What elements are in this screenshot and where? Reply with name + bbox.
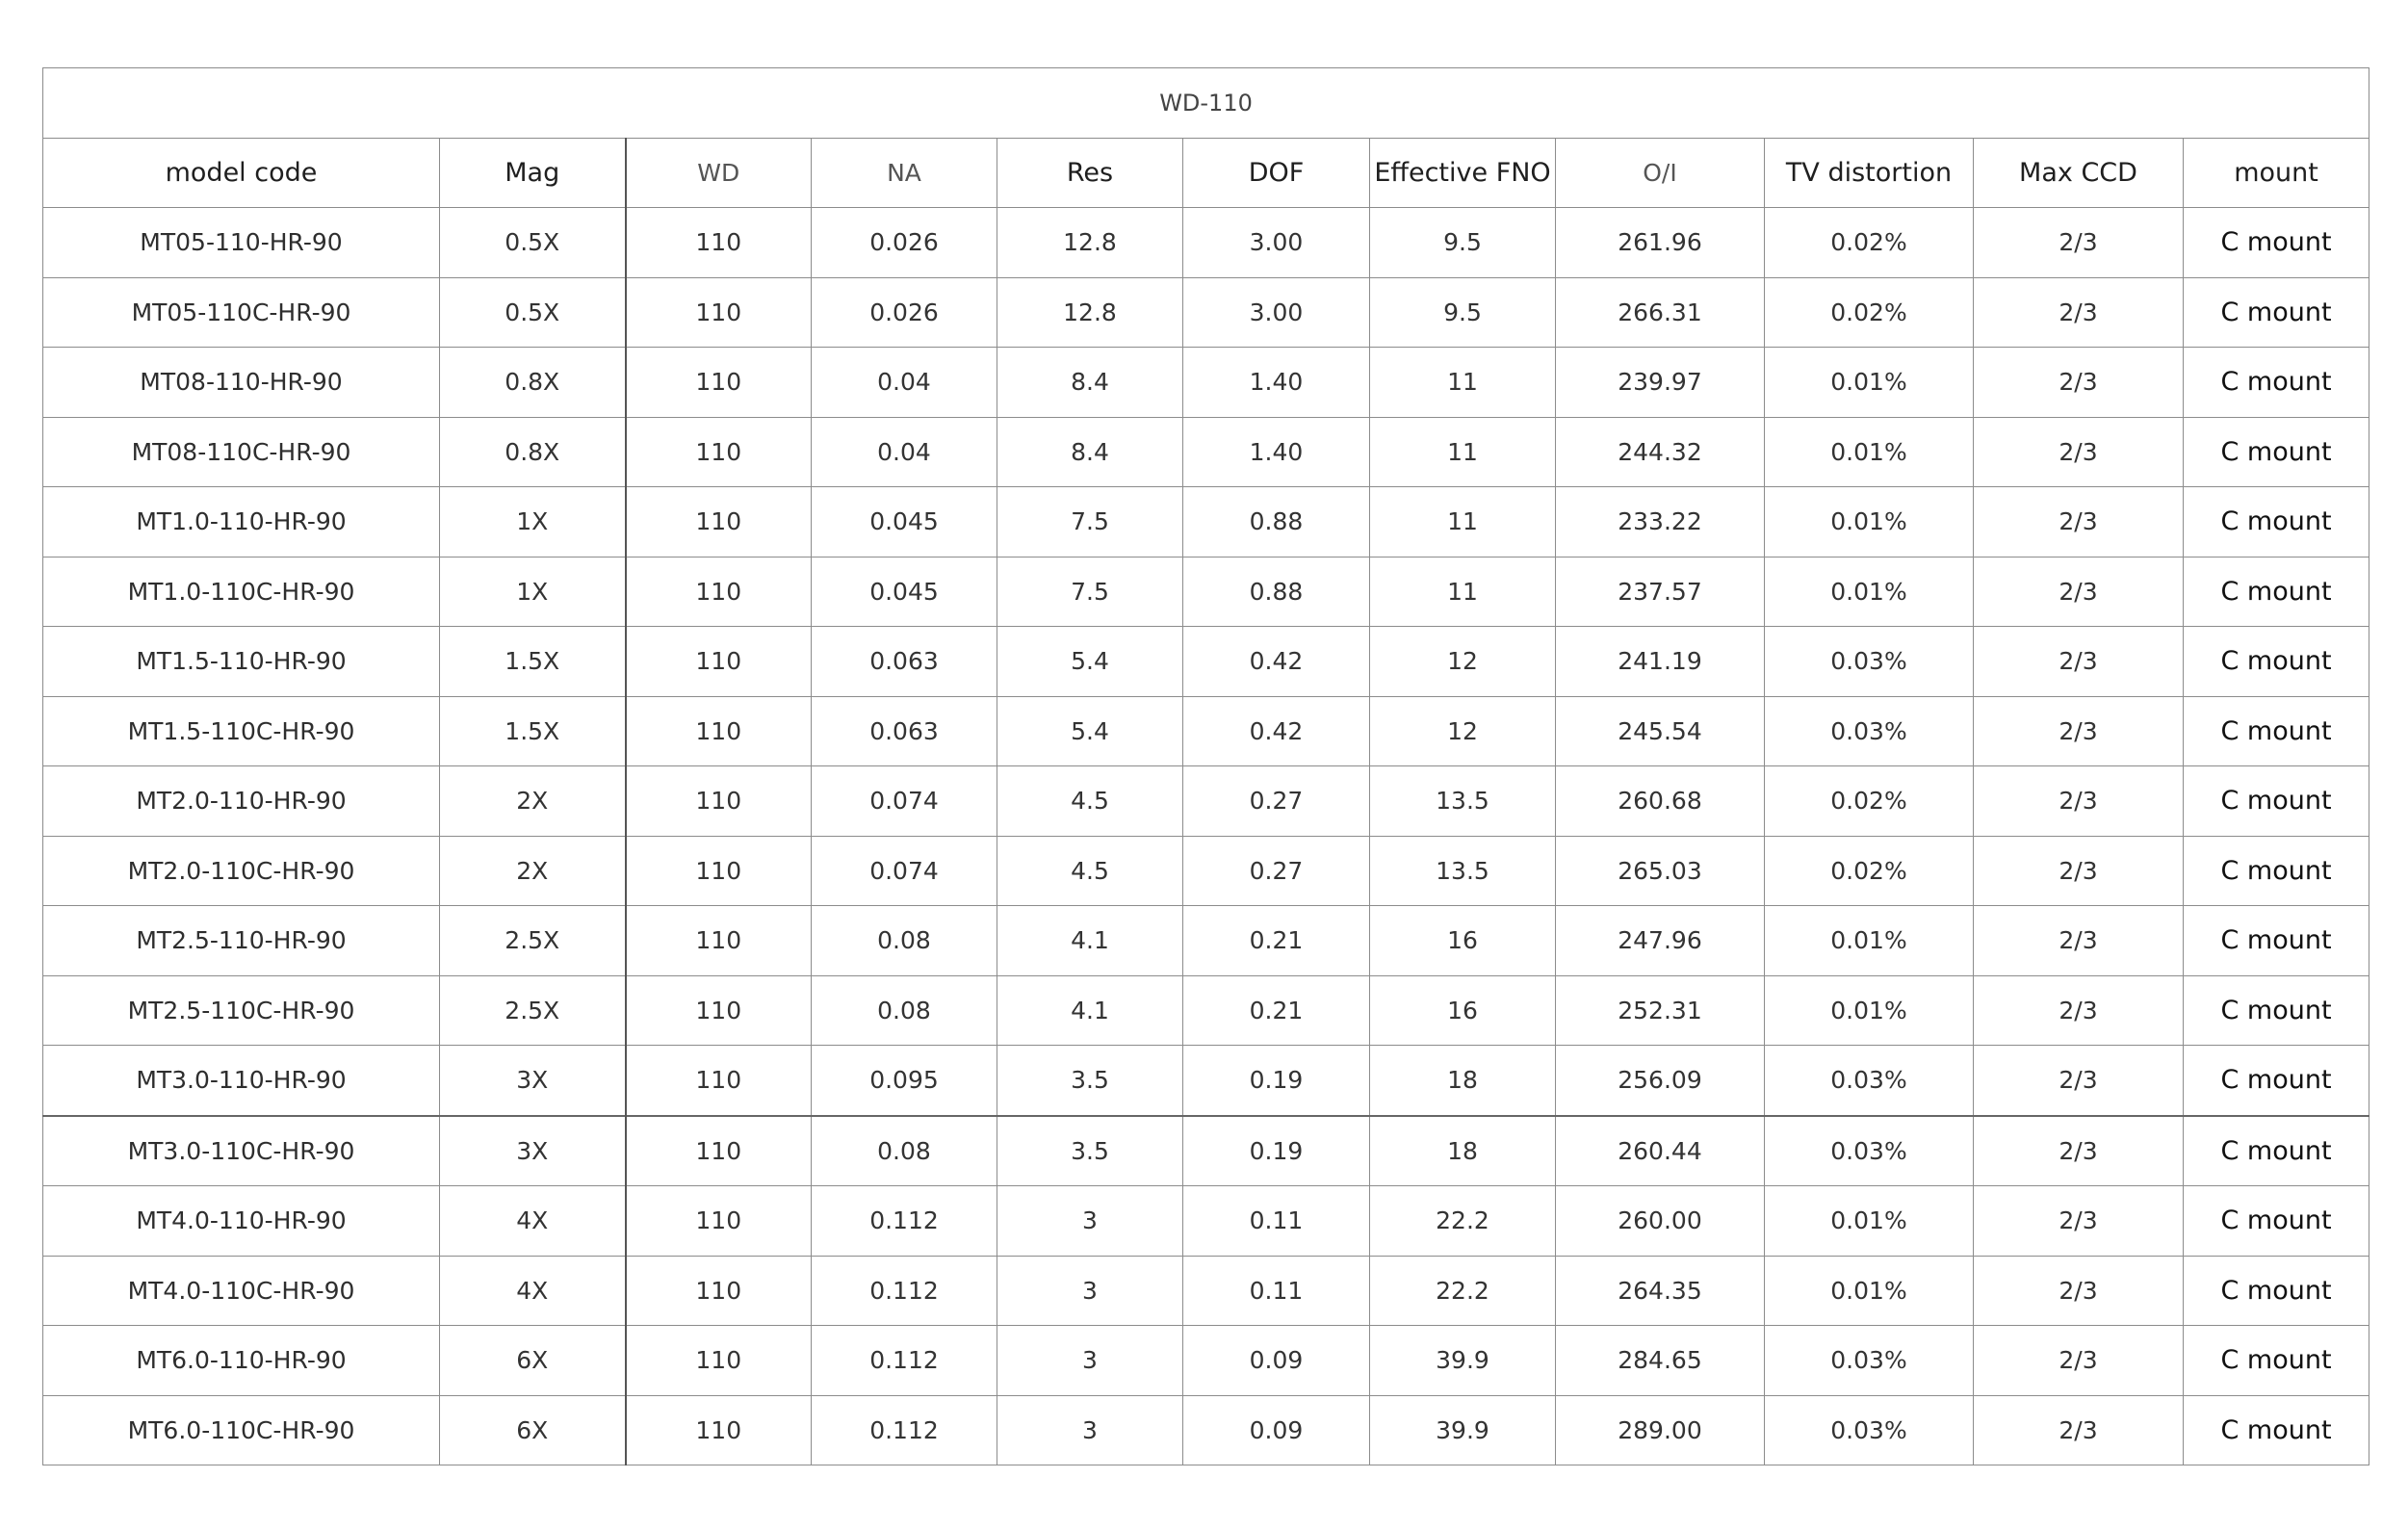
table-row [43,348,2369,418]
cell-res: 3 [997,1256,1183,1326]
cell-oi: 244.32 [1556,417,1765,487]
cell-res: 4.1 [997,906,1183,976]
cell-dof: 0.27 [1183,766,1370,837]
cell-na: 0.074 [812,766,997,837]
cell-tv-distortion: 0.03% [1765,1116,1974,1186]
cell-wd: 110 [626,906,812,976]
cell-dof: 0.09 [1183,1395,1370,1465]
cell-model-code: MT3.0-110C-HR-90 [43,1116,440,1186]
cell-wd: 110 [626,1046,812,1116]
cell-mount: C mount [2184,1395,2369,1465]
cell-tv-distortion: 0.01% [1765,348,1974,418]
header-mount: mount [2184,138,2369,208]
cell-res: 3.5 [997,1116,1183,1186]
table-row [43,627,2369,697]
table-row [43,1116,2369,1186]
cell-effective-fno: 11 [1370,417,1556,487]
cell-dof: 0.42 [1183,696,1370,766]
cell-mag: 0.8X [440,348,626,418]
cell-na: 0.063 [812,627,997,697]
cell-effective-fno: 16 [1370,906,1556,976]
cell-max-ccd: 2/3 [1974,975,2184,1046]
cell-max-ccd: 2/3 [1974,1186,2184,1257]
cell-wd: 110 [626,836,812,906]
table-row [43,1326,2369,1396]
cell-dof: 0.88 [1183,487,1370,558]
cell-res: 4.5 [997,836,1183,906]
cell-mount: C mount [2184,1186,2369,1257]
header-max-ccd: Max CCD [1974,138,2184,208]
cell-model-code: MT6.0-110C-HR-90 [43,1395,440,1465]
cell-dof: 1.40 [1183,348,1370,418]
cell-max-ccd: 2/3 [1974,557,2184,627]
cell-max-ccd: 2/3 [1974,348,2184,418]
cell-effective-fno: 16 [1370,975,1556,1046]
cell-na: 0.063 [812,696,997,766]
cell-tv-distortion: 0.02% [1765,208,1974,278]
cell-tv-distortion: 0.03% [1765,627,1974,697]
cell-effective-fno: 13.5 [1370,766,1556,837]
cell-oi: 247.96 [1556,906,1765,976]
cell-mag: 4X [440,1186,626,1257]
cell-res: 8.4 [997,417,1183,487]
cell-effective-fno: 22.2 [1370,1256,1556,1326]
cell-res: 5.4 [997,696,1183,766]
cell-oi: 266.31 [1556,277,1765,348]
cell-max-ccd: 2/3 [1974,277,2184,348]
cell-res: 4.5 [997,766,1183,837]
cell-wd: 110 [626,1186,812,1257]
cell-mag: 6X [440,1395,626,1465]
cell-oi: 260.00 [1556,1186,1765,1257]
cell-effective-fno: 39.9 [1370,1326,1556,1396]
cell-dof: 0.19 [1183,1116,1370,1186]
cell-tv-distortion: 0.01% [1765,975,1974,1046]
cell-mount: C mount [2184,906,2369,976]
cell-max-ccd: 2/3 [1974,208,2184,278]
cell-na: 0.08 [812,975,997,1046]
cell-wd: 110 [626,1256,812,1326]
header-na: NA [812,138,997,208]
header-dof: DOF [1183,138,1370,208]
cell-effective-fno: 11 [1370,348,1556,418]
cell-wd: 110 [626,975,812,1046]
cell-res: 3.5 [997,1046,1183,1116]
cell-oi: 241.19 [1556,627,1765,697]
cell-model-code: MT1.5-110-HR-90 [43,627,440,697]
table-row [43,1256,2369,1326]
cell-dof: 1.40 [1183,417,1370,487]
header-mag: Mag [440,138,626,208]
cell-effective-fno: 11 [1370,487,1556,558]
cell-mag: 1.5X [440,627,626,697]
cell-model-code: MT05-110-HR-90 [43,208,440,278]
cell-model-code: MT2.0-110C-HR-90 [43,836,440,906]
table-header-row [43,138,2369,208]
cell-effective-fno: 18 [1370,1116,1556,1186]
cell-dof: 0.27 [1183,836,1370,906]
table-row [43,766,2369,837]
cell-wd: 110 [626,557,812,627]
cell-model-code: MT08-110-HR-90 [43,348,440,418]
cell-mount: C mount [2184,348,2369,418]
table-row [43,836,2369,906]
cell-wd: 110 [626,1395,812,1465]
cell-tv-distortion: 0.01% [1765,417,1974,487]
cell-oi: 265.03 [1556,836,1765,906]
cell-max-ccd: 2/3 [1974,696,2184,766]
cell-oi: 260.44 [1556,1116,1765,1186]
cell-na: 0.112 [812,1256,997,1326]
cell-model-code: MT05-110C-HR-90 [43,277,440,348]
cell-na: 0.08 [812,1116,997,1186]
cell-tv-distortion: 0.03% [1765,1326,1974,1396]
header-oi: O/I [1556,138,1765,208]
cell-na: 0.112 [812,1395,997,1465]
cell-model-code: MT3.0-110-HR-90 [43,1046,440,1116]
cell-mag: 2X [440,766,626,837]
cell-mount: C mount [2184,417,2369,487]
cell-oi: 237.57 [1556,557,1765,627]
cell-effective-fno: 12 [1370,696,1556,766]
cell-mag: 0.8X [440,417,626,487]
cell-dof: 3.00 [1183,277,1370,348]
table-row [43,557,2369,627]
cell-na: 0.095 [812,1046,997,1116]
cell-oi: 264.35 [1556,1256,1765,1326]
cell-oi: 245.54 [1556,696,1765,766]
cell-dof: 0.09 [1183,1326,1370,1396]
cell-tv-distortion: 0.01% [1765,557,1974,627]
cell-mag: 0.5X [440,277,626,348]
cell-tv-distortion: 0.01% [1765,906,1974,976]
table-row [43,906,2369,976]
cell-mount: C mount [2184,1116,2369,1186]
table-row [43,417,2369,487]
cell-model-code: MT1.5-110C-HR-90 [43,696,440,766]
cell-mag: 1.5X [440,696,626,766]
cell-dof: 0.42 [1183,627,1370,697]
cell-wd: 110 [626,627,812,697]
cell-wd: 110 [626,487,812,558]
cell-res: 5.4 [997,627,1183,697]
cell-oi: 256.09 [1556,1046,1765,1116]
cell-na: 0.045 [812,487,997,558]
cell-model-code: MT6.0-110-HR-90 [43,1326,440,1396]
cell-mount: C mount [2184,627,2369,697]
table-row [43,487,2369,558]
cell-model-code: MT4.0-110C-HR-90 [43,1256,440,1326]
cell-mag: 3X [440,1116,626,1186]
cell-tv-distortion: 0.03% [1765,1046,1974,1116]
cell-wd: 110 [626,208,812,278]
cell-res: 12.8 [997,277,1183,348]
header-tv-distortion: TV distortion [1765,138,1974,208]
table-row [43,975,2369,1046]
cell-max-ccd: 2/3 [1974,1256,2184,1326]
cell-effective-fno: 12 [1370,627,1556,697]
cell-tv-distortion: 0.02% [1765,836,1974,906]
cell-wd: 110 [626,417,812,487]
cell-wd: 110 [626,1116,812,1186]
cell-mag: 0.5X [440,208,626,278]
cell-effective-fno: 9.5 [1370,277,1556,348]
header-effective-fno: Effective FNO [1370,138,1556,208]
cell-dof: 0.11 [1183,1256,1370,1326]
cell-mount: C mount [2184,696,2369,766]
table-title: WD-110 [43,68,2369,139]
cell-res: 3 [997,1326,1183,1396]
cell-max-ccd: 2/3 [1974,1395,2184,1465]
cell-max-ccd: 2/3 [1974,906,2184,976]
cell-effective-fno: 39.9 [1370,1395,1556,1465]
cell-max-ccd: 2/3 [1974,1046,2184,1116]
table-row [43,1395,2369,1465]
cell-model-code: MT1.0-110-HR-90 [43,487,440,558]
cell-mag: 2X [440,836,626,906]
lens-spec-table [42,67,2369,1465]
cell-mount: C mount [2184,208,2369,278]
cell-mag: 1X [440,557,626,627]
cell-max-ccd: 2/3 [1974,487,2184,558]
cell-tv-distortion: 0.02% [1765,766,1974,837]
cell-model-code: MT1.0-110C-HR-90 [43,557,440,627]
cell-mount: C mount [2184,836,2369,906]
cell-oi: 261.96 [1556,208,1765,278]
cell-effective-fno: 11 [1370,557,1556,627]
cell-mount: C mount [2184,1326,2369,1396]
table-row [43,208,2369,278]
table-body [43,208,2369,1465]
cell-mag: 1X [440,487,626,558]
cell-res: 3 [997,1186,1183,1257]
header-res: Res [997,138,1183,208]
cell-dof: 0.21 [1183,975,1370,1046]
cell-na: 0.074 [812,836,997,906]
table-row [43,1046,2369,1116]
cell-oi: 233.22 [1556,487,1765,558]
cell-model-code: MT2.0-110-HR-90 [43,766,440,837]
cell-wd: 110 [626,277,812,348]
cell-tv-distortion: 0.01% [1765,487,1974,558]
cell-oi: 289.00 [1556,1395,1765,1465]
cell-model-code: MT4.0-110-HR-90 [43,1186,440,1257]
cell-model-code: MT08-110C-HR-90 [43,417,440,487]
cell-mag: 3X [440,1046,626,1116]
cell-max-ccd: 2/3 [1974,1326,2184,1396]
cell-mount: C mount [2184,557,2369,627]
cell-res: 7.5 [997,487,1183,558]
cell-mount: C mount [2184,1256,2369,1326]
cell-na: 0.08 [812,906,997,976]
cell-max-ccd: 2/3 [1974,1116,2184,1186]
cell-wd: 110 [626,696,812,766]
header-wd: WD [626,138,812,208]
cell-na: 0.04 [812,348,997,418]
cell-res: 12.8 [997,208,1183,278]
table-row [43,277,2369,348]
cell-max-ccd: 2/3 [1974,417,2184,487]
cell-mag: 6X [440,1326,626,1396]
cell-dof: 0.19 [1183,1046,1370,1116]
cell-wd: 110 [626,348,812,418]
cell-model-code: MT2.5-110-HR-90 [43,906,440,976]
cell-na: 0.04 [812,417,997,487]
cell-mag: 2.5X [440,906,626,976]
cell-oi: 260.68 [1556,766,1765,837]
table-title-row [43,68,2369,139]
cell-tv-distortion: 0.03% [1765,696,1974,766]
cell-effective-fno: 22.2 [1370,1186,1556,1257]
cell-tv-distortion: 0.01% [1765,1186,1974,1257]
cell-tv-distortion: 0.01% [1765,1256,1974,1326]
cell-wd: 110 [626,1326,812,1396]
cell-dof: 0.88 [1183,557,1370,627]
cell-mag: 2.5X [440,975,626,1046]
cell-res: 7.5 [997,557,1183,627]
cell-na: 0.112 [812,1326,997,1396]
cell-dof: 0.11 [1183,1186,1370,1257]
cell-oi: 252.31 [1556,975,1765,1046]
table-row [43,1186,2369,1257]
cell-max-ccd: 2/3 [1974,627,2184,697]
cell-mount: C mount [2184,277,2369,348]
cell-max-ccd: 2/3 [1974,766,2184,837]
cell-res: 4.1 [997,975,1183,1046]
cell-tv-distortion: 0.02% [1765,277,1974,348]
cell-dof: 3.00 [1183,208,1370,278]
cell-na: 0.026 [812,277,997,348]
cell-tv-distortion: 0.03% [1765,1395,1974,1465]
cell-wd: 110 [626,766,812,837]
cell-na: 0.112 [812,1186,997,1257]
cell-model-code: MT2.5-110C-HR-90 [43,975,440,1046]
cell-mount: C mount [2184,1046,2369,1116]
cell-mount: C mount [2184,487,2369,558]
cell-na: 0.026 [812,208,997,278]
table-row [43,696,2369,766]
cell-res: 3 [997,1395,1183,1465]
cell-na: 0.045 [812,557,997,627]
cell-oi: 284.65 [1556,1326,1765,1396]
cell-max-ccd: 2/3 [1974,836,2184,906]
cell-mag: 4X [440,1256,626,1326]
cell-mount: C mount [2184,766,2369,837]
cell-effective-fno: 9.5 [1370,208,1556,278]
cell-effective-fno: 18 [1370,1046,1556,1116]
header-model-code: model code [43,138,440,208]
cell-effective-fno: 13.5 [1370,836,1556,906]
cell-res: 8.4 [997,348,1183,418]
cell-dof: 0.21 [1183,906,1370,976]
cell-mount: C mount [2184,975,2369,1046]
cell-oi: 239.97 [1556,348,1765,418]
